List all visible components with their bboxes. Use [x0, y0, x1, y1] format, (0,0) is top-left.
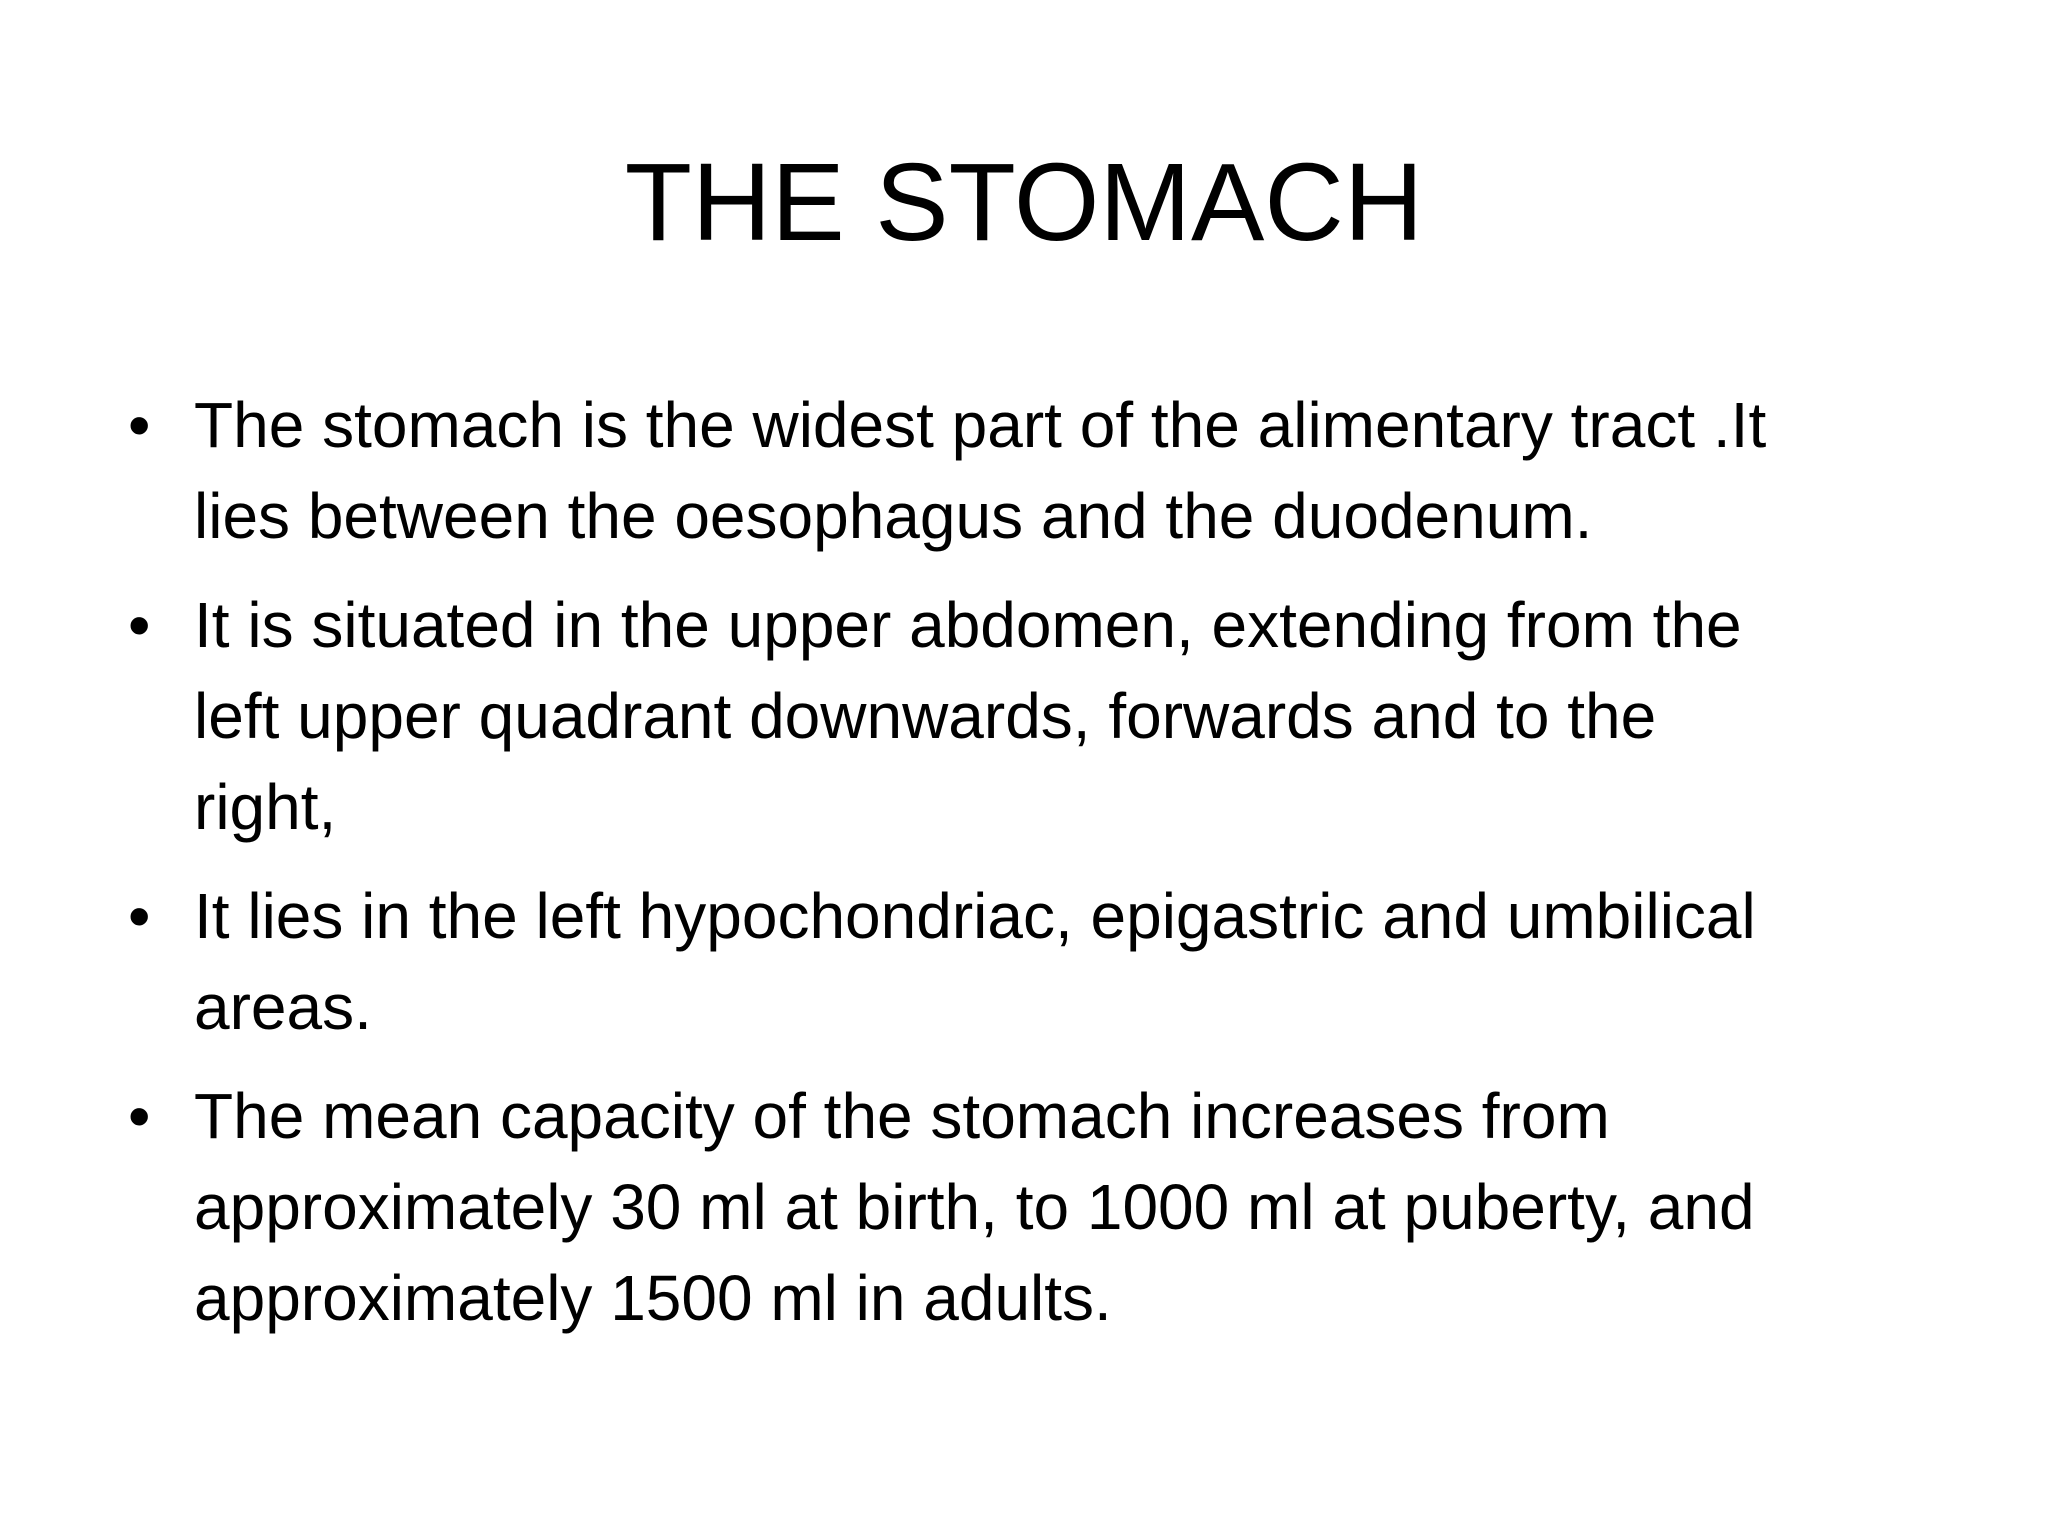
bullet-icon: •	[128, 389, 151, 461]
bullet-line: The mean capacity of the stomach increases from	[194, 1080, 1610, 1152]
bullet-line: It lies in the left hypochondriac, epigastric and umbilical	[194, 880, 1756, 952]
bullet-line: areas.	[194, 971, 372, 1043]
bullet-icon: •	[128, 1080, 151, 1152]
bullet-line: approximately 30 ml at birth, to 1000 ml at puberty, and	[194, 1171, 1755, 1243]
bullet-item	[128, 380, 1968, 562]
bullet-list	[128, 380, 1968, 1362]
bullet-line: right,	[194, 771, 337, 843]
bullet-icon: •	[128, 880, 151, 952]
slide-title: THE STOMACH	[624, 141, 1424, 264]
bullet-line: It is situated in the upper abdomen, extending from the	[194, 589, 1742, 661]
bullet-item	[128, 1071, 1968, 1344]
bullet-item	[128, 871, 1968, 1053]
bullet-line: lies between the oesophagus and the duodenum.	[194, 480, 1593, 552]
bullet-line: approximately 1500 ml in adults.	[194, 1262, 1112, 1334]
bullet-line: The stomach is the widest part of the alimentary tract .It	[194, 389, 1767, 461]
bullet-icon: •	[128, 589, 151, 661]
bullet-item	[128, 580, 1968, 853]
bullet-line: left upper quadrant downwards, forwards and to the	[194, 680, 1657, 752]
